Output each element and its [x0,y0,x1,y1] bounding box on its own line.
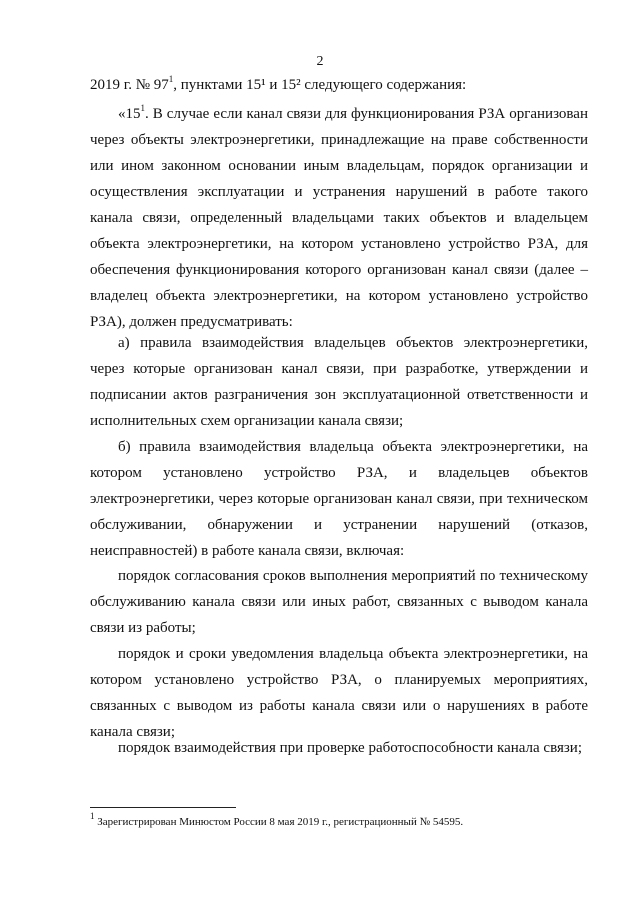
footnote-text: Зарегистрирован Минюстом России 8 мая 2019 г., регистрационный № 54595. [97,816,464,828]
footnote-ref: 1 [168,74,174,84]
paragraph-notification: порядок и сроки уведомления владельца объекта электроэнергетики, на котором установлено устройство РЗА, о планируемых мероприятиях, связанных с выводом из работы канала связи или о нарушениях в работе канала связи; [90,646,588,740]
paragraph-b: б) правила взаимодействия владельца объекта электроэнергетики, на котором установлено устройство РЗА, и владельцев объектов электроэнергетики, через которые организован канал связи, при техническом обслуживании, обнаружении и устранении нарушений (отказов, неисправностей) в работе канала связи, включая: [90,439,588,559]
paragraph-15-1 [90,101,588,335]
paragraph-intro [90,72,588,98]
paragraph-a: а) правила взаимодействия владельцев объектов электроэнергетики, через которые организован канал связи, при разработке, утверждении и подписании актов разграничения зон эксплуатационной ответственности и исполнительных схем организации канала связи; [90,335,588,429]
footnote-divider [90,807,236,808]
clause-text: . В случае если канал связи для функционирования РЗА организован через объекты электроэнергетики, принадлежащие на праве собственности или ином законном основании иным владельцам, порядок организации и осуществления эксплуатации и устранения нарушений в работе такого канала связи, определенный владельцами таких объектов и владельцем объекта электроэнергетики, на котором установлено устройство РЗА, для обеспечения функционирования которого организован канал связи (далее – владелец объекта электроэнергетики, на котором установлено устройство РЗА), должен предусматривать: [90,106,588,330]
clause-number: «15 [118,106,141,122]
paragraph-interaction: порядок взаимодействия при проверке работоспособности канала связи; [118,740,582,756]
paragraph-intro-text: 2019 г. № 97 [90,77,169,93]
paragraph-intro-tail: , пунктами 15¹ и 15² следующего содержания: [173,77,467,93]
page-number: 2 [316,54,324,69]
paragraph-coordination: порядок согласования сроков выполнения мероприятий по техническому обслуживанию канала связи или иных работ, связанных с выводом канала связи из работы; [90,568,588,636]
footnote-mark: 1 [90,811,95,822]
footnote [90,811,588,829]
clause-superscript: 1 [140,103,145,113]
